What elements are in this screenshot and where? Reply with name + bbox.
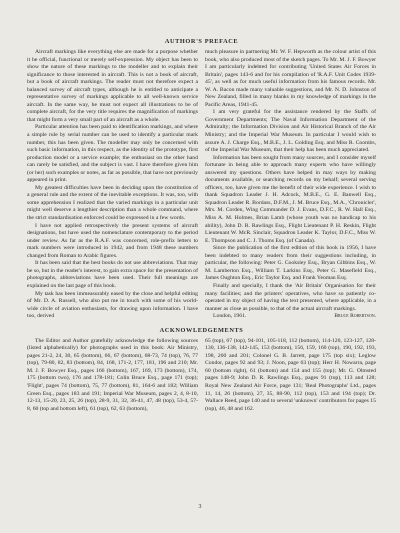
preface-paragraph: It has been said that the best books do not use abbreviations. That may be so, but in the reader's interest, to gain extra space for the presentation of photographs, abbreviations have been used. Their full meanings are explained on the last page of this book. — [27, 260, 198, 289]
acknowledgements-right-column — [205, 338, 376, 413]
preface-paragraph: Aircraft markings like everything else are made for a purpose whether it be official, functional or merely self-expression. My object has been to show the nature of these markings to the modeller and to explain their significance to those interested in aircraft. This is not a book of aircraft, but a book of aircraft markings. The reader must not therefore expect a balanced survey of aircraft types, although he is entitled to anticipate a representative survey of markings applicable to all well-known service aircraft. In the same way, he must not expect all illustrations to be of complete aircraft, for the very title requires the magnification of markings that might form a very small part of an aircraft as a whole. — [27, 49, 198, 123]
preface-paragraph: Particular attention has been paid to identification markings, and where a simple rule by serial number can be used to identify a particular mark number, this has been given. The modeller may only be concerned with such basic information, in this respect, as the identity of the prototype, first production model or a service example; the enthusiast on the other hand can rarely be satisfied, and the subject is vast. I have therefore given him (or her) such examples or notes, as far as possible, that have not previously appeared in print. — [27, 124, 198, 184]
preface-paragraph: I have not applied retrospectively the present systems of aircraft designations, but have used the nomenclature contemporary to the period under review. As far as the R.A.F. was concerned, role-prefix letters to mark numbers were introduced in 1942, and from 1948 these numbers changed from Roman to Arabic figures. — [27, 222, 198, 259]
preface-columns — [27, 49, 376, 321]
acknowledgements-columns — [27, 338, 376, 413]
preface-paragraph: Information has been sought from many sources, and I consider myself fortunate in being able to approach many experts who have willingly answered my questions. Others have helped in may ways by making documents available, or searching records on my behalf; several serving officers, too, have given me the benefit of their wide experience. I wish to thank Squadron Leader J. H. Adcock, M.B.E., G. E. Banwell Esq., Squadron Leader R. Bordass, D.F.M., J. M. Bruce Esq., M.A., 'Chronicler', Mrs. M. Corden, Wing Commander D. J. Evans, D.F.C., R. W. Hall Esq., Miss A. M. Holmes, Brian Lamb (whose youth was no handicap to his ability), John D. R. Rawlings Esq., Flight Lieutenant P. H. Reskin, Flight Lieutenant W. McR. Sinclair, Squadron Leader K. Taylor, D.F.C., Miss W. E. Thompson and C. J. Thoms Esq. (of Canada). — [205, 154, 376, 244]
acknowledgements-paragraph: The Editor and Author gratefully acknowledge the following sources (listed alphabetically) for photographs used in this book: Air Ministry, pages 21-2, 24, 30, 65 (bottom), 66, 67 (bottom), 68-73, 74 (top), 76, 77 (top), 79-80, 82, 83 (bottom), 84, 168, 171-2, 177, 181, 196 and 210; Mr. M. J. F. Bowyer Esq., pages 166 (bottom), 167, 169, 173 (bottom), 174, 175 (bottom two), 176 and 178-181; Colin Bruce Esq., page 171 (top); 'Flight', pages 74 (bottom), 75, 77 (bottom), 81, 164-6 and 182; William Green Esq., pages 183 and 191; Imperial War Museum, pages 2, 4, 8-10, 12-13, 15-20, 23, 25, 26 (top), 28-9, 31, 32, 36-41, 47, 48 (top), 53-4, 57-8, 60 (top and bottom left), 61 (top), 62, 63 (bottom), — [27, 337, 198, 412]
preface-heading: AUTHOR'S PREFACE — [164, 38, 239, 45]
author-signature: Bruce Robertson. — [334, 313, 376, 320]
preface-paragraph: I am very grateful for the assistance rendered by the Staffs of Government Departments; The Naval Information Department of the Admiralty; the Information Division and Air Historical Branch of the Air Ministry; and the Imperial War Museum. In particular I would wish to assure A. J. Charge Esq., M.B.E., J. L. Golding Esq. and Miss R. Coombs, of the Imperial War Museum, that their help has been much appreciated. — [205, 109, 376, 154]
preface-paragraph: much pleasure in partnering Mr. W. F. Hepworth as the colour artist of this book, who also produced most of the sketch pages. To Mr. M. J. F. Bowyer I am particularly indebted for contributing 'United States Air Forces in Britain', pages 143-6 and for his compilation of 'R.A.F. Unit Codes 1939-45', as well as for much useful information from his famous records. Mr. W. A. Bacon made many valuable suggestions, and Mr. N. D. Johnston of New Zealand, filled in many blanks in my knowledge of markings in the Pacific Areas, 1941-45. — [205, 49, 376, 108]
preface-paragraph: Since the publication of the first edition of this book in 1956, I have been indebted to many readers from their suggestions including, in particular, the following: Peter G. Cooksley Esq., Bryan Gibbins Esq., W. M. Lamberton Esq., William T. Larkins Esq., Peter G. Masefield Esq., James Oughton Esq., Eric Taylor Esq. and Frank Yeoman Esq. — [205, 245, 376, 282]
preface-paragraph: My task has been immeasurably eased by the close and helpful editing of Mr. D. A. Russell, who also put me in touch with some of his world-wide circle of aviation enthusiasts, for drawing upon information. I have too, derived — [27, 290, 198, 320]
preface-right-column — [205, 49, 376, 321]
preface-left-column — [27, 49, 198, 321]
acknowledgements-left-column — [27, 338, 198, 413]
preface-date: London, 1961. — [213, 313, 247, 320]
preface-paragraph: Finally and specially, I thank the 'Air Britain' Organisation for their many facilities; and the printers' operatives, who have so patiently co-operated in my object of having the text presented, where applicable, in a manner as close as possible, to that of the actual aircraft markings. — [205, 282, 376, 312]
acknowledgements-paragraph: 65 (top), 67 (top), 94-101, 105-118, 112 (bottom), 114-120, 123-127, 128-130, 136-138, 142-145, 153 (bottom), 156, 159, 160 (top), 190, 192, 193, 198, 200 and 201; Colonel G. B. Jarrett, page 175 (top six); Leglow Condor, pages 92 and 93; J. Noon, page 63 (top); Herr H. Nowarra, page 60 (bottom right), 61 (bottom) and 154 and 155 (top); Mr. G. Olmsted pages 148-9; John D. R. Rawlings Esq., pages 91 (top), 113 and 128; Royal New Zealand Air Force, page 131; 'Real Photographs' Ltd., pages 11, 14, 26 (bottom), 27, 35, 88-90, 112 (top), 153 and 194 (top); Dr. Wallace Reed, page 140 and to several 'unknown' contributors for pages 15 (top), 46, 48 and 162. — [205, 337, 376, 412]
acknowledgements-heading: ACKNOWLEDGEMENTS — [159, 326, 244, 334]
preface-paragraph: My greatest difficulties have been in deciding upon the constitution of a general rule and the extent of the inevitable exceptions. It was, too, with some apprehension I realized that the varied markings in a particular unit might well deserve a lengthier description than a whole command, where the strict standardisation enforced could be expressed in a few words. — [27, 184, 198, 222]
page-number: 3 — [198, 504, 202, 510]
